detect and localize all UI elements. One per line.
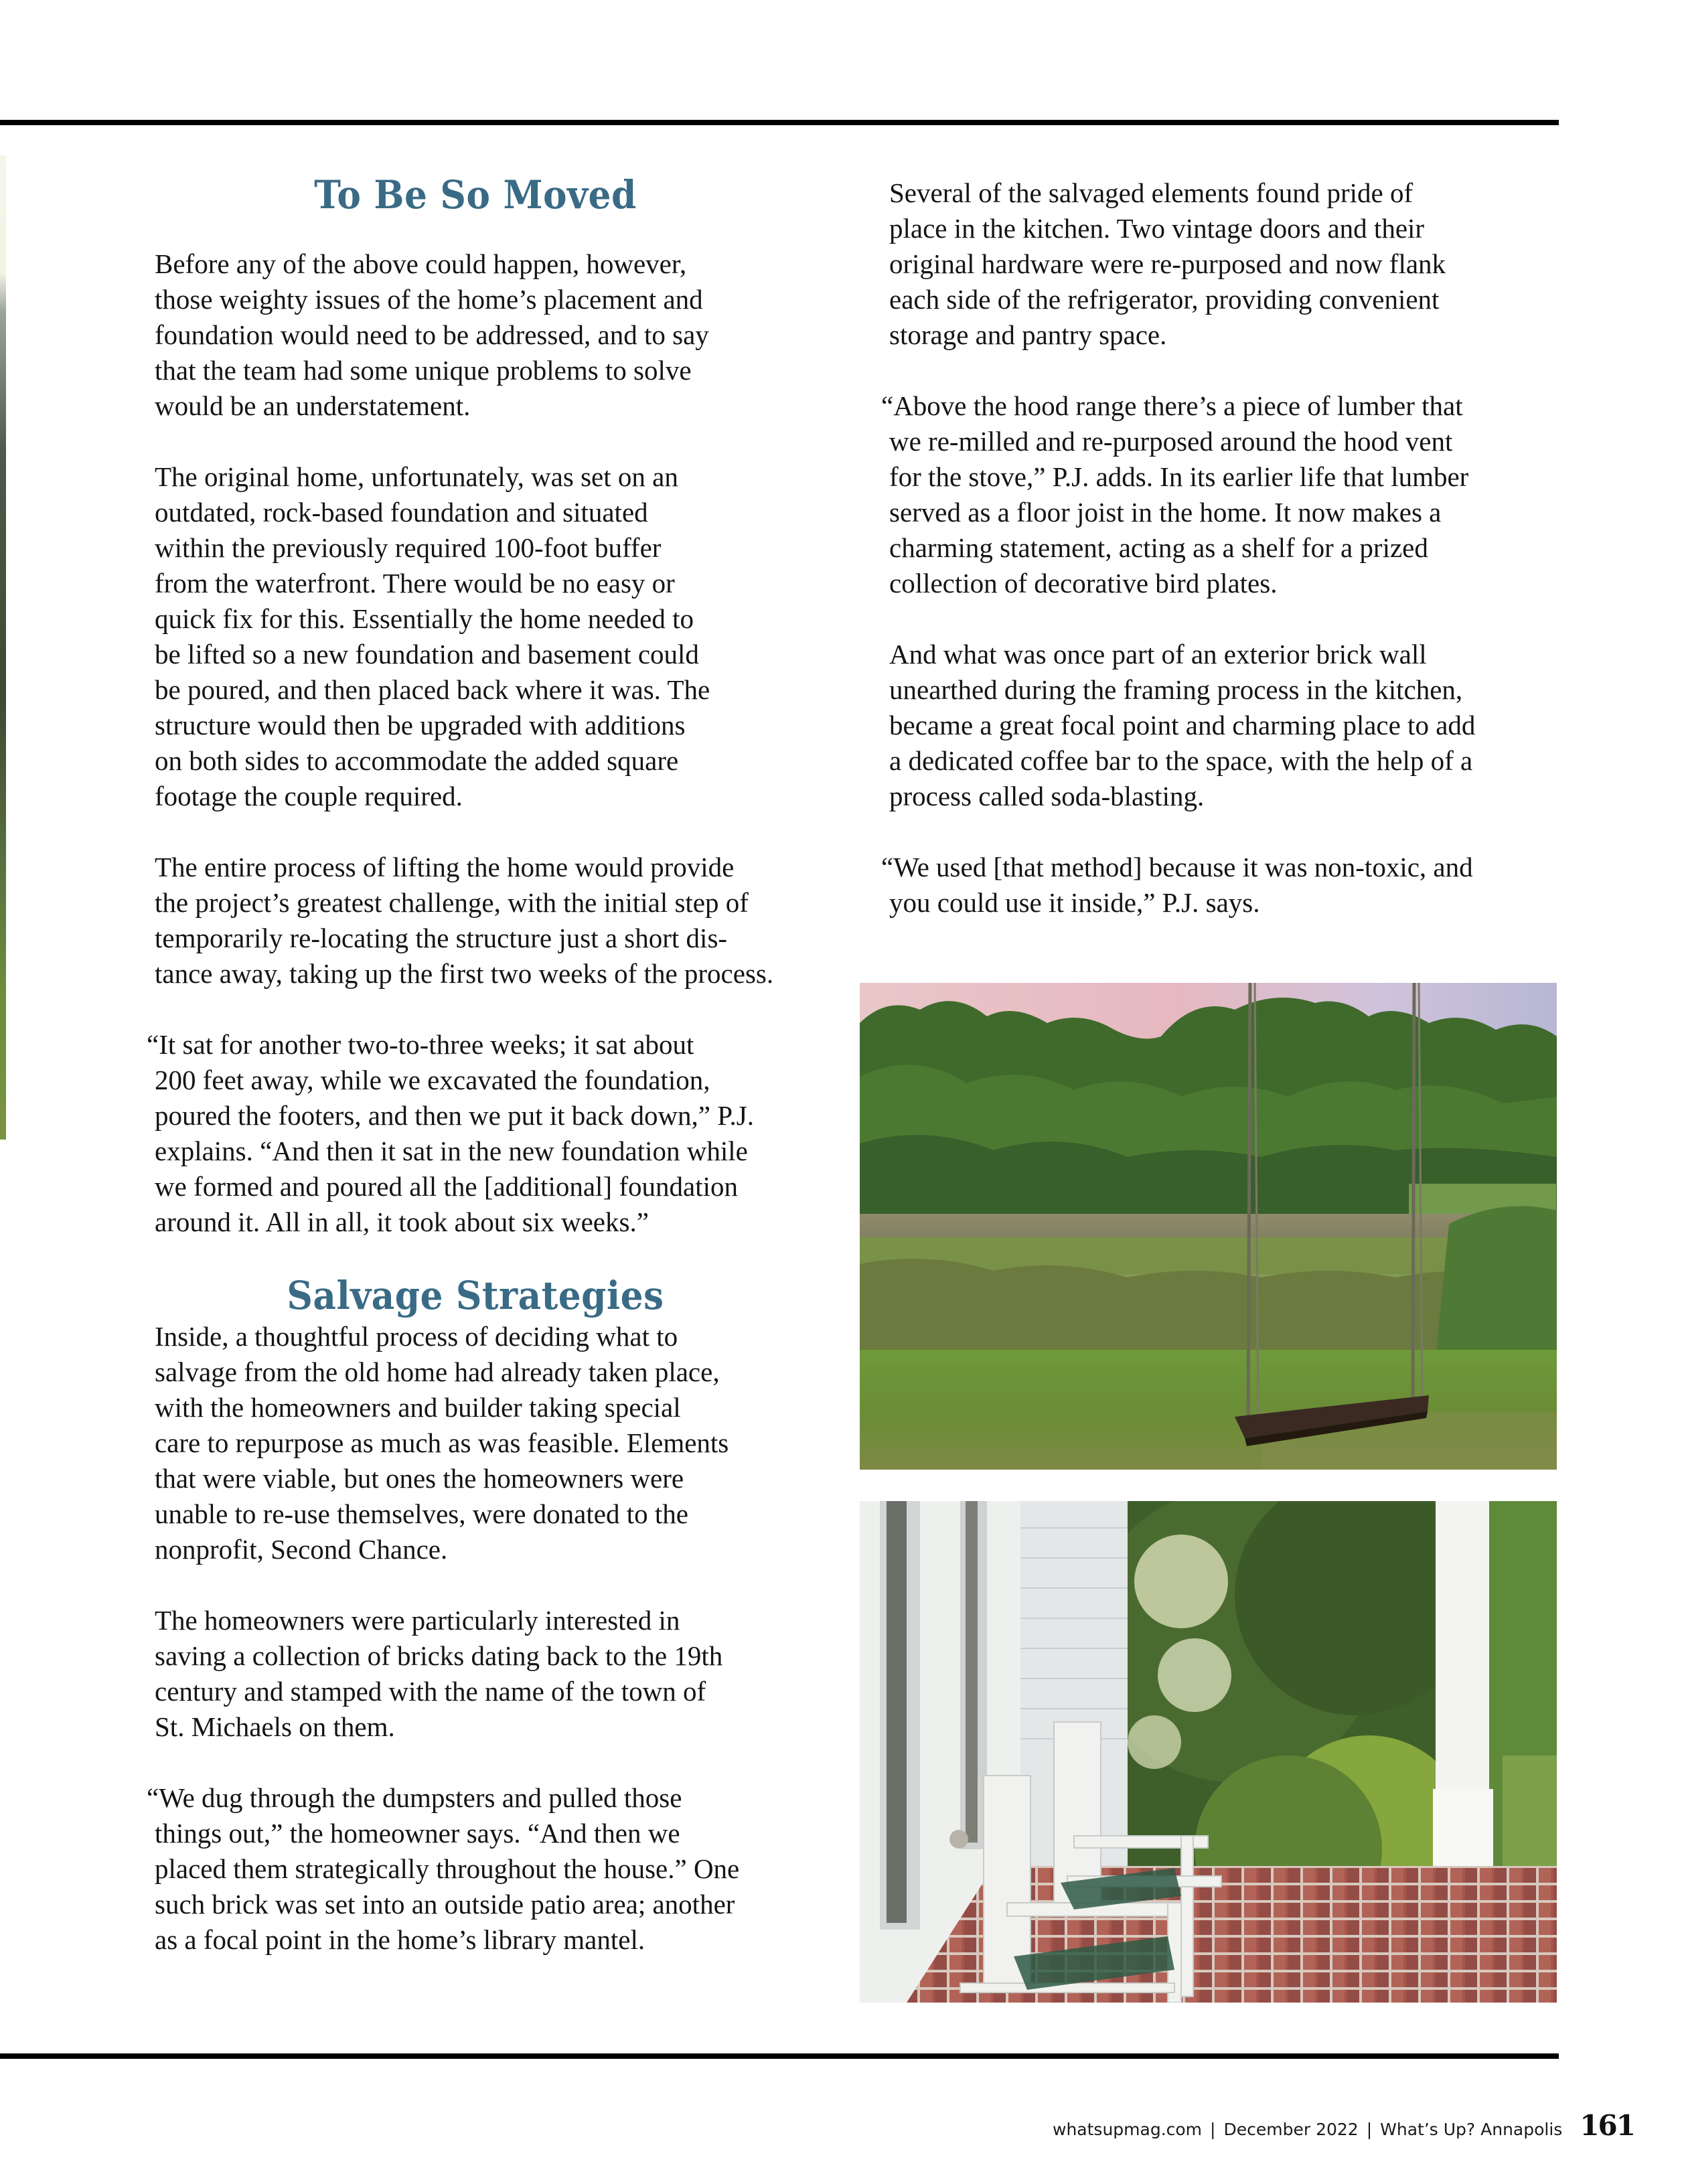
text-line: such brick was set into an outside patio area; another bbox=[155, 1889, 735, 1920]
text-line: collection of decorative bird plates. bbox=[889, 568, 1278, 599]
page-footer bbox=[1053, 2109, 1634, 2149]
footer-separator: | bbox=[1366, 2120, 1373, 2139]
section-heading-to-be-so-moved: To Be So Moved bbox=[314, 172, 637, 218]
paragraph bbox=[155, 246, 709, 424]
footer-separator: | bbox=[1210, 2120, 1216, 2139]
spine-bleed-image-strip bbox=[0, 155, 6, 1140]
quote-paragraph bbox=[147, 1780, 740, 1958]
text-line: be lifted so a new foundation and basement could bbox=[155, 639, 699, 670]
text-line: that the team had some unique problems to solve bbox=[155, 355, 692, 386]
top-rule bbox=[0, 120, 1559, 125]
text-line: things out,” the homeowner says. “And then we bbox=[155, 1818, 680, 1849]
text-line: you could use it inside,” P.J. says. bbox=[889, 887, 1260, 918]
text-line: outdated, rock-based foundation and situated bbox=[155, 497, 648, 528]
text-line: a dedicated coffee bar to the space, with the help of a bbox=[889, 745, 1473, 776]
text-line: century and stamped with the name of the town of bbox=[155, 1676, 706, 1707]
text-line: we re-milled and re-purposed around the hood vent bbox=[889, 426, 1453, 457]
text-line: The original home, unfortunately, was set on an bbox=[155, 461, 678, 492]
text-line: with the homeowners and builder taking special bbox=[155, 1392, 681, 1423]
swing-photo-illustration bbox=[860, 983, 1557, 1470]
text-line: became a great focal point and charming place to add bbox=[889, 710, 1476, 740]
porch-photo-illustration bbox=[860, 1501, 1557, 2003]
quote-paragraph bbox=[147, 1027, 754, 1240]
text-line: the project’s greatest challenge, with the initial step of bbox=[155, 887, 749, 918]
text-line: from the waterfront. There would be no easy or bbox=[155, 568, 675, 599]
footer-publication: What’s Up? Annapolis bbox=[1380, 2120, 1563, 2139]
text-line: Several of the salvaged elements found pride of bbox=[889, 177, 1413, 208]
text-line: on both sides to accommodate the added square bbox=[155, 745, 679, 776]
text-line: “It sat for another two-to-three weeks; it sat about bbox=[147, 1029, 694, 1060]
text-line: within the previously required 100-foot buffer bbox=[155, 532, 662, 563]
text-line: place in the kitchen. Two vintage doors and their bbox=[889, 213, 1425, 244]
paragraph bbox=[155, 1319, 729, 1567]
text-line: foundation would need to be addressed, and to say bbox=[155, 319, 709, 350]
quote-paragraph bbox=[881, 388, 1469, 601]
text-line: around it. All in all, it took about six weeks.” bbox=[155, 1206, 649, 1237]
text-line: footage the couple required. bbox=[155, 781, 463, 811]
text-line: as a focal point in the home’s library mantel. bbox=[155, 1924, 645, 1955]
text-line: The homeowners were particularly interested in bbox=[155, 1605, 680, 1636]
footer-website: whatsupmag.com bbox=[1053, 2120, 1203, 2139]
paragraph bbox=[155, 1603, 722, 1745]
text-line: we formed and poured all the [additional] foundation bbox=[155, 1171, 738, 1202]
text-line: And what was once part of an exterior brick wall bbox=[889, 639, 1427, 670]
paragraph bbox=[155, 459, 710, 814]
text-line: “We dug through the dumpsters and pulled those bbox=[147, 1782, 682, 1813]
porch-rocking-chairs-photo bbox=[860, 1501, 1557, 2003]
text-line: would be an understatement. bbox=[155, 390, 471, 421]
text-line: that were viable, but ones the homeowners were bbox=[155, 1463, 684, 1494]
text-line: process called soda-blasting. bbox=[889, 781, 1205, 811]
paragraph bbox=[889, 175, 1446, 353]
text-line: nonprofit, Second Chance. bbox=[155, 1534, 448, 1565]
footer-issue-date: December 2022 bbox=[1223, 2120, 1359, 2139]
text-line: Before any of the above could happen, however, bbox=[155, 248, 687, 279]
text-line: placed them strategically throughout the house.” One bbox=[155, 1853, 740, 1884]
paragraph bbox=[155, 850, 773, 992]
text-line: charming statement, acting as a shelf for a prized bbox=[889, 532, 1428, 563]
paragraph bbox=[889, 637, 1475, 814]
text-line: be poured, and then placed back where it was. The bbox=[155, 674, 710, 705]
text-line: quick fix for this. Essentially the home needed to bbox=[155, 603, 694, 634]
text-line: poured the footers, and then we put it back down,” P.J. bbox=[155, 1100, 754, 1131]
text-line: each side of the refrigerator, providing convenient bbox=[889, 284, 1440, 315]
swing-by-pond-photo bbox=[860, 983, 1557, 1470]
text-line: saving a collection of bricks dating back to the 19th bbox=[155, 1640, 723, 1671]
text-line: storage and pantry space. bbox=[889, 319, 1167, 350]
text-line: temporarily re-locating the structure just a short dis- bbox=[155, 923, 728, 953]
text-line: explains. “And then it sat in the new foundation while bbox=[155, 1136, 748, 1166]
text-line: for the stove,” P.J. adds. In its earlier life that lumber bbox=[889, 461, 1469, 492]
text-line: tance away, taking up the first two weeks of the process. bbox=[155, 958, 774, 989]
text-line: original hardware were re-purposed and now flank bbox=[889, 248, 1446, 279]
text-line: care to repurpose as much as was feasible. Elements bbox=[155, 1427, 729, 1458]
text-line: those weighty issues of the home’s placement and bbox=[155, 284, 703, 315]
text-line: St. Michaels on them. bbox=[155, 1711, 395, 1742]
text-line: structure would then be upgraded with additions bbox=[155, 710, 686, 740]
section-heading-salvage-strategies: Salvage Strategies bbox=[287, 1273, 664, 1318]
text-line: unable to re-use themselves, were donated to the bbox=[155, 1498, 688, 1529]
text-line: “Above the hood range there’s a piece of lumber that bbox=[881, 390, 1463, 421]
text-line: Inside, a thoughtful process of deciding what to bbox=[155, 1321, 678, 1352]
page-number: 161 bbox=[1580, 2109, 1634, 2142]
quote-paragraph bbox=[881, 850, 1473, 921]
text-line: “We used [that method] because it was non-toxic, and bbox=[881, 852, 1473, 882]
text-line: unearthed during the framing process in the kitchen, bbox=[889, 674, 1463, 705]
bottom-rule bbox=[0, 2053, 1559, 2059]
text-line: served as a floor joist in the home. It now makes a bbox=[889, 497, 1442, 528]
text-line: The entire process of lifting the home would provide bbox=[155, 852, 735, 882]
text-line: 200 feet away, while we excavated the foundation, bbox=[155, 1065, 710, 1095]
text-line: salvage from the old home had already taken place, bbox=[155, 1356, 720, 1387]
